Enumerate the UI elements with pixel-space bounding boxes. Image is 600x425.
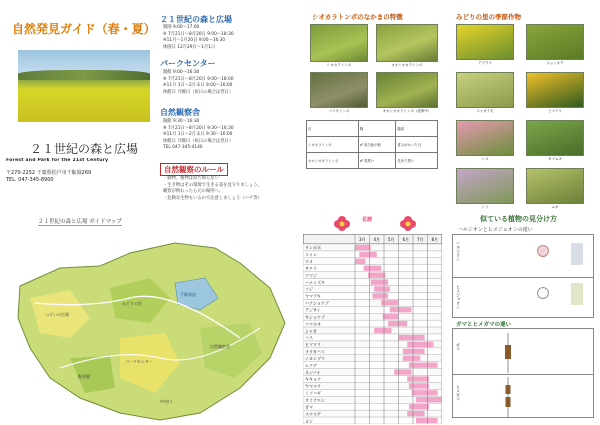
bloom-bar	[355, 245, 371, 250]
dragonfly-photo	[310, 24, 368, 62]
crop-caption: タマムギ	[548, 157, 562, 161]
cattail-compare	[452, 328, 594, 418]
crop-caption: シソ	[481, 205, 489, 209]
plant-name: キショウブ	[305, 314, 325, 320]
observatory-heading: 自然観察舎	[160, 108, 200, 117]
plant-name: ムクゲ	[305, 362, 317, 368]
bloom-bar	[388, 321, 407, 326]
address-line: 〒270-2252 千葉県松戸市千駄堀269	[6, 170, 92, 176]
table-cell: 青みがかった白	[396, 137, 438, 153]
plant-label: ハルジオン	[456, 241, 461, 261]
bloom-calendar	[303, 234, 442, 424]
photo-caption: コフキトンボ	[328, 109, 350, 113]
plant-name: フジ	[305, 286, 313, 292]
table-cell: 胸	[358, 121, 395, 137]
bloom-bar	[364, 266, 381, 271]
bloom-bar	[374, 286, 390, 291]
bloom-bar	[355, 259, 365, 264]
bloom-bar	[394, 369, 411, 374]
plant-label: ヒメジョオン	[456, 285, 461, 309]
stem-sketch	[571, 243, 583, 265]
table-cell: 腹部	[396, 121, 438, 137]
plant-name: サクラ	[305, 265, 317, 271]
cover-title: 自然発見ガイド（春・夏）	[12, 22, 156, 36]
crop-caption: ハス	[481, 157, 489, 161]
crop-caption: ヒマワリ	[548, 109, 562, 113]
plant-name: ウメ	[305, 259, 313, 265]
similar-heading: 似ている植物の見分け方	[480, 215, 557, 223]
crop-photo	[456, 72, 514, 108]
dragonfly-compare-table	[306, 120, 438, 169]
dragonfly-photo	[376, 72, 438, 108]
crop-photo	[526, 72, 584, 108]
plant-name: ミソハギ	[305, 390, 321, 396]
table-cell: ♂ 灰白色の粉	[358, 137, 395, 153]
crop-photo	[456, 24, 514, 60]
plant-name: ユウスゲ	[305, 411, 321, 417]
plant-name: ハナミズキ	[305, 279, 325, 285]
photo-caption: オオシオカラトンボ（産卵中）	[382, 109, 432, 113]
month-label: 4月	[373, 237, 381, 242]
photo-caption: シオカラトンボ	[326, 63, 352, 67]
plant-name: ヤマブキ	[305, 293, 321, 299]
bloom-bar	[372, 293, 388, 298]
crop-caption: ムギ	[551, 205, 559, 209]
plant-name: シャガ	[305, 328, 317, 334]
crop-photo	[456, 120, 514, 156]
calendar-title: 花暦	[362, 217, 373, 223]
cattail-heading: ガマとヒメガマの違い	[456, 322, 512, 328]
bloom-bar	[381, 300, 398, 305]
map-label: つどいの広場	[45, 312, 69, 317]
plant-name: タンポポ	[305, 245, 321, 251]
crop-photo	[526, 168, 584, 204]
plant-name: スミレ	[305, 252, 317, 258]
park-subtitle: Forest and Park for the 21st Century	[6, 158, 109, 163]
bloom-bar	[407, 376, 429, 381]
park-name: ２１世紀の森と広場	[30, 142, 139, 156]
crops-heading: みどりの里の季節作物	[456, 13, 521, 21]
flower-icon	[398, 214, 418, 234]
plant-name: ツツジ	[305, 272, 317, 278]
bloom-bar	[403, 349, 425, 354]
park-hours-heading: ２１世紀の森と広場	[160, 15, 232, 24]
rules-list: ・動物、植物は持ち帰らない ・生き物はその環境で生きる姿を見守りましょう。 観察が終わったら元の場所へ。 ・危険な生物もいるので注意しましょう（ハチ等）	[163, 176, 262, 201]
flower-icon	[332, 214, 352, 234]
bloom-bar	[409, 383, 429, 388]
plant-name: キキョウ	[305, 376, 321, 382]
cattail-sketch	[493, 333, 523, 373]
bloom-bar	[403, 356, 420, 361]
plant-name: ネジバナ	[305, 369, 321, 375]
stem-sketch	[571, 283, 583, 305]
bloom-bar	[399, 335, 425, 340]
plant-name: コウホネ	[305, 321, 321, 327]
bloom-bar	[374, 328, 391, 333]
month-label: 5月	[387, 237, 395, 242]
similar-subheading: ハルジオンとヒメジョオンの違い	[458, 227, 533, 233]
center-hours: 開館 9:00〜16:30 ※ 7月21日〜8月20日 9:00〜18:00 ※11月 1日〜2月末日 9:00〜16:00 休館日 月曜日（祝日の場合は翌日）	[163, 70, 234, 95]
table-cell: 目	[307, 121, 359, 137]
map-label: 野草園	[78, 374, 90, 379]
crop-caption: ジャガイモ	[476, 109, 494, 113]
table-cell: オオシオカラトンボ	[307, 153, 359, 169]
plant-name: オオガハス	[305, 349, 325, 355]
guide-map	[0, 228, 300, 425]
month-label: 6月	[402, 237, 410, 242]
table-cell: 先まで黒い	[396, 153, 438, 169]
park-address	[6, 170, 91, 184]
crop-photo	[526, 24, 584, 60]
crop-photo	[456, 168, 514, 204]
flower-sketch	[537, 287, 549, 299]
bloom-bar	[359, 252, 376, 257]
bloom-bar	[368, 272, 385, 277]
bloom-bar	[383, 314, 399, 319]
month-label: 7月	[416, 237, 424, 242]
phone-line: TEL. 047-345-8900	[6, 177, 54, 183]
plant-name: アジサイ	[305, 307, 321, 313]
plant-name: ハナショウブ	[305, 300, 329, 306]
plant-label: ガマ	[456, 343, 461, 351]
flower-sketch	[537, 245, 549, 257]
center-heading: パークセンター	[160, 59, 216, 68]
plant-name: オミナエシ	[305, 397, 325, 403]
crop-caption: アブラナ	[478, 61, 492, 65]
plant-name: ノカンゾウ	[305, 355, 325, 361]
plant-name: ヨシ	[305, 418, 313, 424]
month-label: 3月	[358, 237, 366, 242]
bloom-bar	[416, 397, 442, 402]
bloom-bar	[390, 307, 412, 312]
dragonfly-photo	[310, 72, 368, 108]
fleabane-compare	[452, 234, 594, 318]
table-cell: シオカラトンボ	[307, 137, 359, 153]
bloom-bar	[409, 404, 429, 409]
bloom-bar	[371, 279, 388, 284]
calendar-svg	[303, 234, 442, 424]
map-label: パークセンター	[125, 359, 153, 364]
bloom-bar	[407, 342, 433, 347]
map-title: ２１世紀の森と広場 ガイドマップ	[38, 219, 122, 225]
observatory-hours: 開館 9:30〜16:30 ※ 7月21日〜8月20日 9:30〜16:30 ※11月 1日〜2月末日 9:30〜16:00 休館日 月曜日（祝日の場合は翌日） TEL 047-345-4140	[163, 119, 234, 150]
photo-caption: オオシオカラトンボ	[391, 63, 423, 67]
map-label: 自然観察舎	[210, 344, 230, 349]
crop-photo	[526, 120, 584, 156]
map-label: みどりの里	[122, 301, 142, 306]
table-cell: ♂ 青黒い	[358, 153, 395, 169]
plant-name: ガマ	[305, 404, 313, 410]
dragonfly-photo	[376, 24, 438, 62]
rules-heading: 自然観察のルール	[160, 163, 228, 176]
dragonfly-heading: シオカラトンボのなかまの特徴	[312, 13, 403, 21]
month-label: 8月	[431, 237, 439, 242]
plant-name: ヒマワリ	[305, 342, 321, 348]
bloom-bar	[407, 411, 424, 416]
park-hours: 開園 9:00〜17:00 ※ 7月21日〜8月20日 9:00〜18:30 ※11月〜1月20日 9:00〜16:30 休園日 12月29日〜1月1日	[163, 25, 234, 50]
cattail-sketch	[493, 377, 523, 417]
plant-name: ハス	[305, 335, 313, 341]
bloom-bar	[416, 418, 438, 423]
crop-caption: ジョンオク	[546, 61, 564, 65]
bloom-bar	[412, 390, 438, 395]
plant-label: ヒメガマ	[456, 385, 461, 401]
plant-name: ヤマユリ	[305, 383, 321, 389]
map-label: 中央口	[160, 399, 172, 404]
map-label: 千駄堀池	[180, 292, 196, 297]
cover-photo	[18, 50, 150, 122]
